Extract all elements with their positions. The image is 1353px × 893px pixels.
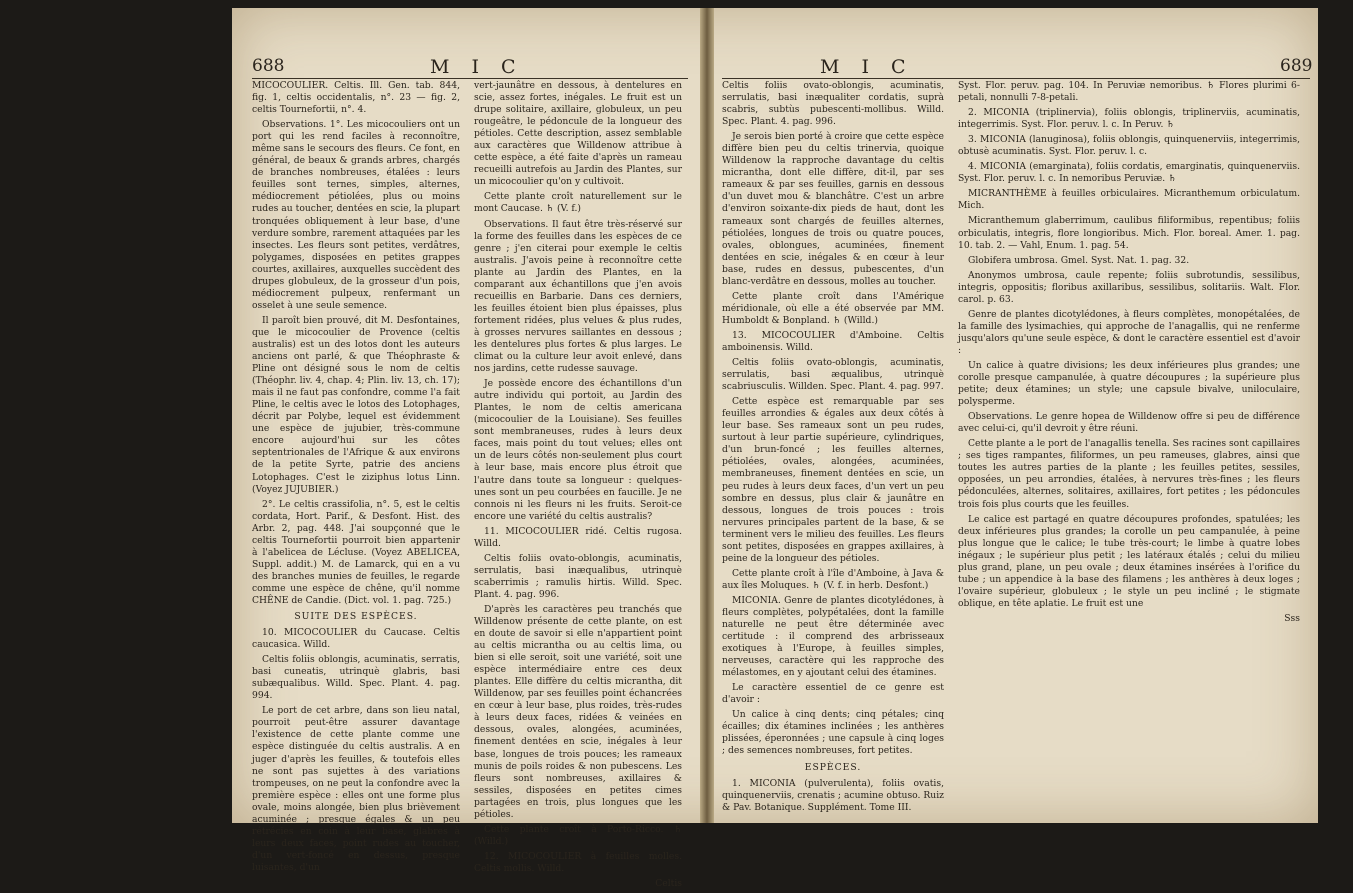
paragraph: MICONIA. Genre de plantes dicotylédones, à fleurs complètes, polypétalées, dont la famille naturelle ne peut être déterminée avec certitude : il comprend des arbrisseaux exotiques à l'Europe, à feuilles simples, nerveuses, caractère qui les rapproche des mélastomes, en y ajoutant celui des étamines. xyxy=(722,594,944,679)
paragraph: Anonymos umbrosa, caule repente; foliis subrotundis, sessilibus, integris, oppositis; floribus axillaribus, sessilibus, solitariis. Walt. Flor. carol. p. 63. xyxy=(958,269,1300,305)
paragraph: Celtis foliis ovato-oblongis, acuminatis, serrulatis, basi inæqualibus, utrinquè scaberrimis ; ramulis hirtis. Willd. Spec. Plant. 4. pag. 996. xyxy=(474,552,682,600)
paragraph: Un calice à quatre divisions; les deux inférieures plus grandes; une corolle presque campanulée, à quatre découpures ; la supérieure plus petite; deux étamines; un style; une capsule bivalve, uniloculaire, polysperme. xyxy=(958,359,1300,408)
catchword: Celtis xyxy=(655,878,682,889)
paragraph: Cette espèce est remarquable par ses feuilles arrondies & égales aux deux côtés à leur base. Ses rameaux sont un peu rudes, surtout à leur partie supérieure, cylindriques, d'un brun-foncé ; les feuilles alternes, pétiolées, ovales, alongées, acuminées, membraneuses, finement dentées en scie, un peu rudes à leurs deux faces, d'un vert un peu sombre en dessus, plus clair & jaunâtre en dessous, longues de trois pouces : trois nervures principales partent de la base, & se terminent vers le milieu des feuilles. Les fleurs sont petites, disposées en grappes axillaires, à peine de la longueur des pétioles. xyxy=(722,396,944,564)
right-column-2 xyxy=(958,80,1300,628)
paragraph: 4. MICONIA (emarginata), foliis cordatis, emarginatis, quinquenerviis. Syst. Flor. peruv. l. c. In nemoribus Peruviæ. ♄ xyxy=(958,161,1300,185)
left-column-1 xyxy=(252,80,460,877)
paragraph: Observations. Il faut être très-réservé sur la forme des feuilles dans les espèces de ce genre ; j'en citerai pour exemple le celtis australis. J'avois peine à reconnoître cette plante au Jardin des Plantes, en la comparant aux échantillons que j'en avois recueillis en Barbarie. Dans ces derniers, les feuilles étoient bien plus épaisses, plus fortement ridées, plus velues & plus rudes, à grosses nervures saillantes en dessous ; les dentelures plus fortes & plus larges. Le climat ou la culture leur avoit enlevé, dans nos jardins, cette rudesse sauvage. xyxy=(474,218,682,375)
section-heading: SUITE DES ESPÈCES. xyxy=(294,611,418,623)
book-gutter xyxy=(700,8,714,823)
paragraph: MICOCOULIER. Celtis. Ill. Gen. tab. 844, fig. 1, celtis occidentalis, n°. 23 — fig. 2, celtis Tournefortii, n°. 4. xyxy=(252,80,460,116)
right-column-1 xyxy=(722,80,944,817)
paragraph: Il paroît bien prouvé, dit M. Desfontaines, que le micocoulier de Provence (celtis australis) est un des lotos dont les auteurs anciens ont parlé, & que Théophraste & Pline ont désigné sous le nom de celtis (Théophr. liv. 4, chap. 4; Plin. liv. 13, ch. 17); mais il ne faut pas confondre, comme l'a fait Pline, le celtis avec le lotos des Lotophages, décrit par Polybe, lequel est évidemment une espèce de jujubier, très-commune encore aujourd'hui sur les côtes septentrionales de l'Afrique & aux environs de la petite Syrte, patrie des anciens Lotophages. C'est le ziziphus lotus Linn. (Voyez JUJUBIER.) xyxy=(252,314,460,495)
paragraph: Je possède encore des échantillons d'un autre individu qui portoit, au Jardin des Plantes, le nom de celtis americana (micocoulier de la Louisiane). Ses feuilles sont membraneuses, rudes à leurs deux faces, mais point du tout velues; elles ont un de leurs côtés non-seulement plus court à leur base, mais encore plus étroit que l'autre dans toute sa longueur : quelques-unes sont un peu courbées en faucille. Je ne connois ni les fleurs ni les fruits. Seroit-ce encore une variété du celtis australis? xyxy=(474,378,682,522)
paragraph: D'après les caractères peu tranchés que Willdenow présente de cette plante, on est en doute de savoir si elle n'appartient point au celtis micrantha ou au celtis lima, ou bien si elle seroit, soit une variété, soit une espèce intermédiaire entre ces deux plantes. Elle diffère du celtis micrantha, dit Willdenow, par ses feuilles point échancrées en cœur à leur base, plus roides, très-rudes à leurs deux faces, ridées & veinées en dessous, ovales, alongées, acuminées, finement dentées en scie, inégales à leur base, longues de trois pouces; les rameaux munis de poils roides & non pubescens. Les fleurs sont nombreuses, axillaires & sessiles, disposées en petites cimes partagées en trois, plus longues que les pétioles. xyxy=(474,603,682,820)
right-page-number: 689 xyxy=(1280,56,1313,76)
right-running-head: M I C xyxy=(820,56,914,78)
paragraph: Celtis foliis ovato-oblongis, acuminatis, serrulatis, basi inæqualiter cordatis, suprà scabris, subtùs pubescenti-mollibus. Willd. Spec. Plant. 4. pag. 996. xyxy=(722,80,944,128)
paragraph: Le port de cet arbre, dans son lieu natal, pourroit peut-être assurer davantage l'existence de cette plante comme une espèce distinguée du celtis australis. A en juger d'après les feuilles, & toutefois elles ne sont pas sujettes à des variations trompeuses, on ne peut la confondre avec la première espèce : elles ont une forme plus ovale, moins alongée, bien plus brièvement acuminée ; presque égales & un peu rétrécies en coin à leur base, glabres à leurs deux faces, point rudes au toucher, d'un vert-foncé en dessus, presque luisantes, d'un xyxy=(252,705,460,873)
paragraph: Je serois bien porté à croire que cette espèce diffère bien peu du celtis trinervia, quoique Willdenow la rapproche davantage du celtis micrantha, dont elle diffère, dit-il, par ses rameaux & par ses feuilles, garnis en dessous d'un duvet mou & blanchâtre. C'est un arbre d'environ soixante-dix pieds de haut, dont les rameaux sont chargés de feuilles alternes, pétiolées, longues de trois ou quatre pouces, ovales, oblongues, acuminées, finement dentées en scie, inégales & en cœur à leur base, rudes en dessus, pubescentes, d'un blanc-verdâtre en dessous, molles au toucher. xyxy=(722,131,944,287)
paragraph: Cette plante a le port de l'anagallis tenella. Ses racines sont capillaires ; ses tiges rampantes, filiformes, un peu rameuses, glabres, ainsi que toutes les autres parties de la plante ; les feuilles petites, sessiles, opposées, un peu arrondies, étalées, à nervures très-fines ; les fleurs pédonculées, alternes, solitaires, axillaires, fort petites ; les pédoncules trois fois plus courts que les feuilles. xyxy=(958,438,1301,510)
paragraph: vert-jaunâtre en dessous, à dentelures en scie, assez fortes, inégales. Le fruit est un drupe solitaire, axillaire, globuleux, un peu rougeâtre, le pédoncule de la longueur des pétioles. Cette description, assez semblable aux caractères que Willdenow attribue à cette espèce, a été faite d'après un rameau recueilli autrefois au Jardin des Plantes, sur un micocoulier qu'on y cultivoit. xyxy=(474,80,682,188)
paragraph: Cette plante croît naturellement sur le mont Caucase. ♄ (V. f.) xyxy=(474,191,682,215)
paragraph: Micranthemum glaberrimum, caulibus filiformibus, repentibus; foliis orbiculatis, integris, flore longioribus. Mich. Flor. boreal. Amer. 1. pag. 10. tab. 2. — Vahl, Enum. 1. pag. 54. xyxy=(958,215,1300,251)
paragraph: Observations. Le genre hopea de Willdenow offre si peu de différence avec celui-ci, qu'il devroit y être réuni. xyxy=(958,411,1300,435)
section-heading: ESPÈCES. xyxy=(804,761,862,773)
paragraph: MICRANTHÈME à feuilles orbiculaires. Micranthemum orbiculatum. Mich. xyxy=(958,188,1300,212)
paragraph: Celtis foliis ovato-oblongis, acuminatis, serrulatis, basi æqualibus, utrinquè scabriusculis. Willden. Spec. Plant. 4. pag. 997. xyxy=(722,357,944,393)
paragraph: Genre de plantes dicotylédones, à fleurs complètes, monopétalées, de la famille des lysimachies, qui approche de l'anagallis, qui ne renferme jusqu'alors qu'une seule espèce, & dont le caractère essentiel est d'avoir : xyxy=(958,308,1300,356)
paragraph: 3. MICONIA (lanuginosa), foliis oblongis, quinquenerviis, integerrimis, obtusè acuminatis. Syst. Flor. peruv. l. c. xyxy=(958,134,1300,158)
right-header-rule xyxy=(722,78,1310,79)
paragraph: Cette plante croît dans l'Amérique méridionale, où elle a été observée par MM. Humboldt & Bonpland. ♄ (Willd.) xyxy=(722,290,944,326)
paragraph: Le calice est partagé en quatre découpures profondes, spatulées; les deux inférieures plus grandes; la corolle un peu campanulée, à peine plus longue que le calice; le tube très-court; le limbe à quatre lobes inégaux ; le supérieur plus petit ; les latéraux étalés ; celui du milieu plus grand, plane, un peu ovale ; deux étamines insérées à l'orifice du tube ; un appendice à la base des filamens ; les anthères à deux loges ; l'ovaire supérieur, globuleux ; le style un peu incliné ; le stigmate oblique, en tête aplatie. Le fruit est une xyxy=(958,513,1300,609)
paragraph: 12. MICOCOULIER à feuilles molles. Celtis mollis. Willd. xyxy=(474,850,682,874)
paragraph: Celtis foliis oblongis, acuminatis, serratis, basi cuneatis, utrinquè glabris, basi subæqualibus. Willd. Spec. Plant. 4. pag. 994. xyxy=(252,654,460,702)
paragraph: Cette plante croît à l'île d'Amboine, à Java & aux îles Moluques. ♄ (V. f. in herb. Desfont.) xyxy=(722,567,944,591)
signature-mark: Sss xyxy=(1284,612,1300,624)
paragraph: Un calice à cinq dents; cinq pétales; cinq écailles; dix étamines inclinées ; les anthères plissées, éperonnées ; une capsule à cinq loges ; des semences nombreuses, fort petites. xyxy=(722,709,944,757)
paragraph: Syst. Flor. peruv. pag. 104. In Peruviæ nemoribus. ♄ Flores plurimi 6-petali, nonnulli 7-8-petali. xyxy=(958,80,1300,104)
paragraph: Cette plante croît à Porto-Ricco. ♄ (Willd.) xyxy=(474,823,682,847)
left-page-number: 688 xyxy=(252,56,285,76)
paragraph: 2. MICONIA (triplinervia), foliis oblongis, triplinerviis, acuminatis, integerrimis. Syst. Flor. peruv. l. c. In Peruv. ♄ xyxy=(958,107,1300,131)
paragraph: 2°. Le celtis crassifolia, n°. 5, est le celtis cordata, Hort. Parif., & Desfont. Hist. des Arbr. 2, pag. 448. J'ai soupçonné que le celtis Tournefortii pourroit bien appartenir à l'abelicea de Lécluse. (Voyez ABELICEA, Suppl. addit.) M. de Lamarck, qui en a vu des branches munies de feuilles, le regarde comme une espèce de chêne, qu'il nomme CHÊNE de Candie. (Dict. vol. 1. pag. 725.) xyxy=(252,498,460,606)
left-running-head: M I C xyxy=(430,56,524,78)
paragraph: 13. MICOCOULIER d'Amboine. Celtis amboinensis. Willd. xyxy=(722,329,944,353)
paragraph: Observations. 1°. Les micocouliers ont un port qui les rend faciles à reconnoître, même sans le secours des fleurs. Ce font, en général, de beaux & grands arbres, chargés de branches nombreuses, étalées : leurs feuilles sont ternes, simples, alternes, médiocrement pétiolées, plus ou moins rudes au toucher, dentées en scie, la plupart tronquées obliquement à leur base, d'une verdure sombre, rarement attaquées par les insectes. Les fleurs sont petites, verdâtres, polygames, disposées en petites grappes courtes, axillaires, auxquelles succèdent des drupes globuleux, de la grosseur d'un pois, médiocrement pulpeux, renfermant un osselet à une seule semence. xyxy=(252,119,460,311)
paragraph: 11. MICOCOULIER ridé. Celtis rugosa. Willd. xyxy=(474,525,682,549)
paragraph: 1. MICONIA (pulverulenta), foliis ovatis, quinquenerviis, crenatis ; acumine obtuso. Ruiz & Pav. Botanique. Supplément. Tome III. xyxy=(722,777,944,813)
paragraph: Globifera umbrosa. Gmel. Syst. Nat. 1. pag. 32. xyxy=(968,254,1190,266)
paragraph: 10. MICOCOULIER du Caucase. Celtis caucasica. Willd. xyxy=(252,627,460,651)
left-header-rule xyxy=(252,78,688,79)
left-column-2 xyxy=(474,80,682,893)
paragraph: Le caractère essentiel de ce genre est d'avoir : xyxy=(722,682,944,706)
